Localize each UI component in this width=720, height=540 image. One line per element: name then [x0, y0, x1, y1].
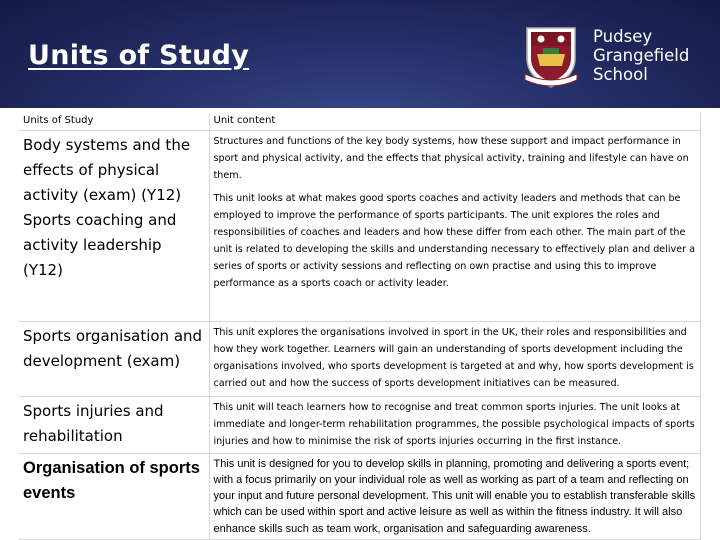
- header-banner: [0, 0, 720, 108]
- table-row: [19, 321, 701, 396]
- school-name-line-1: Pudsey: [593, 27, 653, 46]
- table-row: [19, 396, 701, 453]
- table-row: [19, 130, 701, 321]
- unit-content-cell: [209, 130, 701, 321]
- school-name-line-2: Grangefield: [593, 46, 690, 65]
- unit-name-cell: Sports organisation and development (exam): [19, 321, 209, 396]
- table-row: [19, 453, 701, 539]
- unit-content-cell: This unit will teach learners how to recognise and treat common sports injuries. The unit looks at immediate and longer-term rehabilitation programmes, the possible psychological impacts of sports injuries and how to minimise the risk of sports injuries occurring in the first instance.: [209, 396, 701, 453]
- unit-content: This unit looks at what makes good sports coaches and activity leaders and methods that can be employed to improve the performance of sports participants. The unit explores the roles and responsibilities of coaches and leaders and how these differ from each other. The main part of the unit is related to developing the skills and understanding necessary to effectively plan and deliver a series of sports or activity sessions and reflecting on own practise and using this to improve performance as a sports coach or activity leader.: [213, 192, 695, 289]
- school-name-line-3: School: [593, 65, 648, 84]
- unit-name: Body systems and the effects of physical activity (exam) (Y12): [23, 135, 191, 204]
- unit-name-cell: Sports injuries and rehabilitation: [19, 396, 209, 453]
- table-header-row: [19, 113, 701, 130]
- unit-content-cell: This unit is designed for you to develop skills in planning, promoting and delivering a sports event; with a focus primarily on your individual role as well as working as part of a team and reflecting on your input and future personal development. This unit will enable you to establish transferable skills which can be used within sport and active leisure as well as within the fitness industry. It will also enhance skills such as team work, organisation and safeguarding awareness.: [209, 453, 701, 539]
- school-crest-icon: [521, 24, 581, 90]
- unit-name-cell: Organisation of sports events: [19, 453, 209, 539]
- page-title: Units of Study: [28, 40, 250, 71]
- unit-content: Structures and functions of the key body systems, how these support and impact performance in sport and physical activity, and the effects that physical activity, training and lifestyle can have on them.: [213, 135, 689, 181]
- units-table: [19, 113, 701, 540]
- school-name: [593, 27, 689, 84]
- unit-name-cell: [19, 130, 209, 321]
- unit-name: Sports coaching and activity leadership (Y12): [23, 210, 177, 279]
- column-header-content: Unit content: [209, 113, 701, 130]
- unit-content-cell: This unit explores the organisations involved in sport in the UK, their roles and responsibilities and how they work together. Learners will gain an understanding of sports development including the organisations involved, who sports development is targeted at and why, how sports development is carried out and how the success of sports development initiatives can be measured.: [209, 321, 701, 396]
- column-header-unit: Units of Study: [19, 113, 209, 130]
